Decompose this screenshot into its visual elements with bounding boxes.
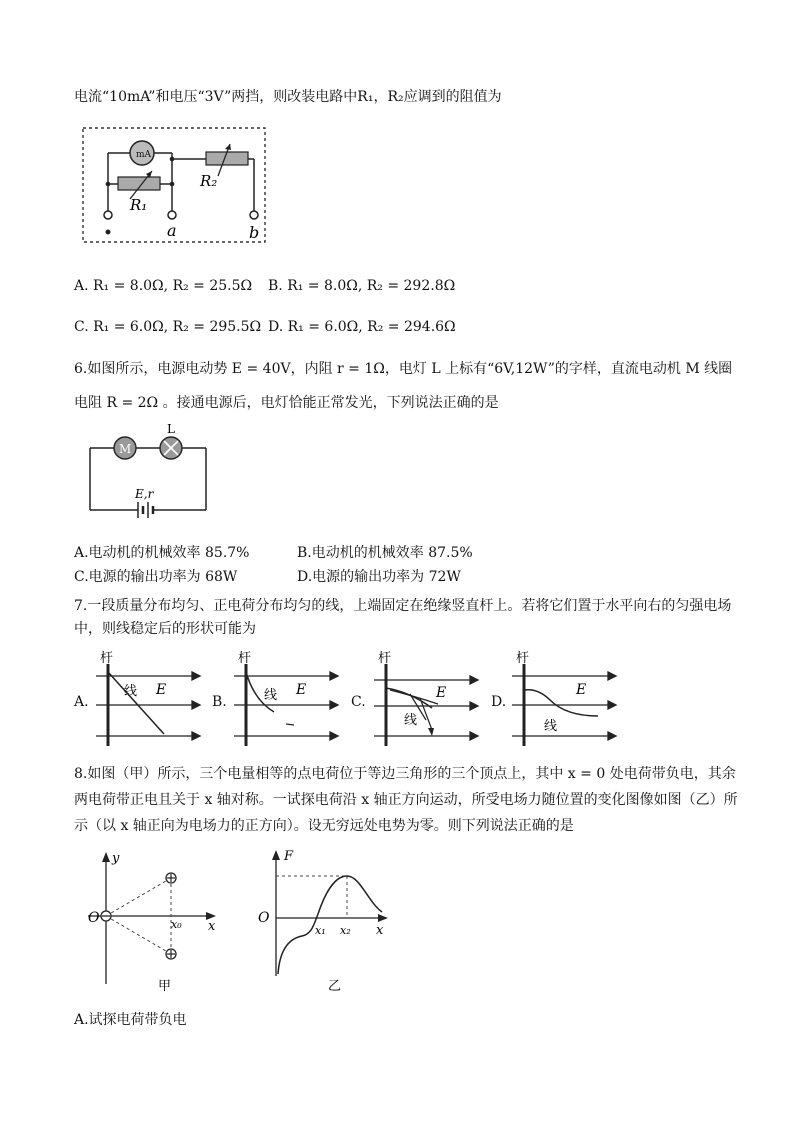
q8-figure-yi <box>256 846 396 996</box>
q7-figure-d <box>508 650 620 750</box>
meter-label: mA <box>136 150 152 160</box>
rod-label: 杆 <box>238 651 252 666</box>
field-label: E <box>156 682 167 698</box>
q7-option-a-label: A. <box>74 694 89 710</box>
q6-option-b: B.电动机的机械效率 87.5% <box>297 545 473 561</box>
terminal-common <box>104 211 112 219</box>
q6-option-a: A.电动机的机械效率 85.7% <box>74 545 250 561</box>
q6-stem-line2: 电阻 R = 2Ω 。接通电源后，电灯恰能正常发光，下列说法正确的是 <box>74 395 499 411</box>
r1-label: R₁ <box>130 196 148 214</box>
q5-intro: 电流“10mA”和电压“3V”两挡，则改装电路中R₁，R₂应调到的阻值为 <box>74 89 502 105</box>
x2-label: x₂ <box>340 924 351 937</box>
origin-label: O <box>258 910 270 926</box>
wire-label: 线 <box>404 713 418 728</box>
q7-figure-b <box>230 650 342 750</box>
q8-stem-line2: 两电荷带正电且关于 x 轴对称。一试探电荷沿 x 轴正方向运动，所受电场力随位置的变化图像如图（乙）所 <box>74 792 738 808</box>
q6-stem-line1: 6.如图所示，电源电动势 E = 40V，内阻 r = 1Ω，电灯 L 上标有“6V,12W”的字样，直流电动机 M 线圈 <box>74 361 733 377</box>
x-axis-label: x <box>208 919 216 934</box>
field-label: E <box>296 682 307 698</box>
q7-option-b-label: B. <box>212 694 227 710</box>
q5-option-b: B. R₁ = 8.0Ω, R₂ = 292.8Ω <box>268 278 456 294</box>
q5-option-a: A. R₁ = 8.0Ω, R₂ = 25.5Ω <box>74 278 253 294</box>
f-axis-label: F <box>284 849 294 864</box>
q5-option-c: C. R₁ = 6.0Ω, R₂ = 295.5Ω <box>74 319 262 335</box>
rod-label: 杆 <box>378 651 392 666</box>
q7-figure-a <box>92 650 204 750</box>
x0-label: x₀ <box>171 918 182 931</box>
q6-circuit-diagram <box>88 422 210 522</box>
origin-label: O <box>88 910 100 926</box>
terminal-b-label: b <box>249 223 260 242</box>
figure-caption-yi: 乙 <box>328 979 342 994</box>
q6-option-d: D.电源的输出功率为 72W <box>297 569 461 585</box>
q7-stem-line1: 7.一段质量分布均匀、正电荷分布均匀的线，上端固定在绝缘竖直杆上。若将它们置于水平向右的匀强电场 <box>74 598 732 614</box>
figure-caption-jia: 甲 <box>158 979 172 994</box>
field-label: E <box>436 685 447 701</box>
force-curve <box>278 876 382 974</box>
terminal-b <box>250 211 258 219</box>
r2-label: R₂ <box>200 172 218 190</box>
q7-stem-line2: 中，则线稳定后的形状可能为 <box>74 621 256 637</box>
rod-label: 杆 <box>516 651 530 666</box>
r2-resistor <box>206 152 248 165</box>
wire-label: 线 <box>544 719 558 734</box>
x1-label: x₁ <box>315 924 326 937</box>
q8-stem-line3: 示（以 x 轴正向为电场力的正方向）。设无穷远处电势为零。则下列说法正确的是 <box>74 818 574 834</box>
wire-label: 线 <box>264 688 278 703</box>
q8-stem-line1: 8.如图（甲）所示，三个电量相等的点电荷位于等边三角形的三个顶点上，其中 x = 0 处电荷带负电，其余 <box>74 766 736 782</box>
q7-option-d-label: D. <box>491 694 507 710</box>
y-axis-label: y <box>112 851 120 866</box>
source-label: E,r <box>135 487 154 501</box>
q8-option-a: A.试探电荷带负电 <box>74 1012 187 1028</box>
motor-label: M <box>119 442 132 456</box>
q6-option-c: C.电源的输出功率为 68W <box>74 569 238 585</box>
q5-circuit-diagram <box>80 126 270 248</box>
x-axis-label: x <box>376 923 384 938</box>
wire-label: 线 <box>124 684 138 699</box>
q7-figure-c <box>370 650 482 750</box>
field-label: E <box>576 682 587 698</box>
terminal-a <box>168 211 176 219</box>
q7-option-c-label: C. <box>351 694 366 710</box>
terminal-a-label: a <box>167 221 177 240</box>
lamp-label: L <box>167 422 175 436</box>
rod-label: 杆 <box>100 651 114 666</box>
q5-option-d: D. R₁ = 6.0Ω, R₂ = 294.6Ω <box>268 319 456 335</box>
q8-figure-jia <box>86 848 226 996</box>
